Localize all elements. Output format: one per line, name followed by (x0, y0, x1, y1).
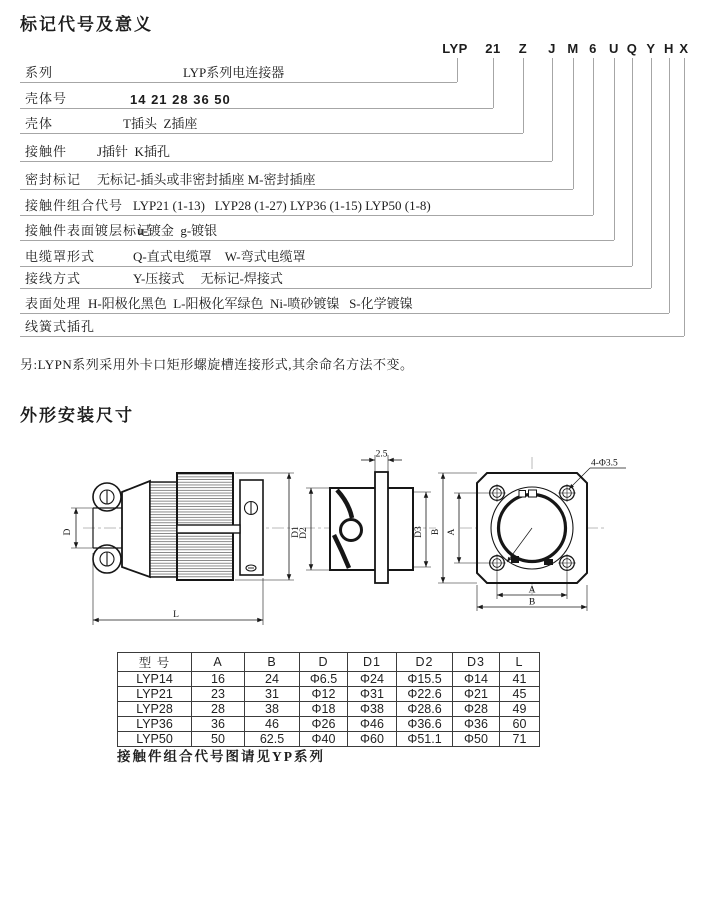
row-label: 接触件 (25, 144, 68, 159)
connector-line (684, 58, 685, 336)
cell: Φ22.6 (397, 687, 453, 702)
cell: Φ28 (453, 702, 500, 717)
cell: 38 (245, 702, 300, 717)
row-desc: u-镀金 g-镀银 (137, 223, 218, 238)
code-part-socket: X (679, 41, 689, 56)
connector-line (523, 58, 524, 133)
dim-label-b-bottom: B (528, 597, 536, 608)
note-contact-layout: 接触件组合代号图请见YP系列 (117, 749, 325, 764)
cell: Φ28.6 (397, 702, 453, 717)
cell: Φ36 (453, 717, 500, 732)
row-desc: H-阳极化黑色 L-阳极化军绿色 Ni-喷砂镀镍 S-化学镀镍 (88, 296, 413, 311)
col-header-d: D (300, 653, 348, 672)
code-part-contact: J (548, 41, 556, 56)
table-row (118, 687, 540, 702)
cell-model: LYP21 (118, 687, 192, 702)
cell-model: LYP28 (118, 702, 192, 717)
dim-label-l: L (173, 610, 179, 620)
col-header-d2: D2 (397, 653, 453, 672)
ladder-row-series (20, 65, 457, 83)
code-part-plating: U (609, 41, 619, 56)
table-row (118, 672, 540, 687)
code-part-shell: Z (518, 41, 528, 56)
ladder-row-socket (20, 319, 684, 337)
row-label: 线簧式插孔 (25, 319, 96, 334)
cell: 46 (245, 717, 300, 732)
row-label: 密封标记 (25, 172, 82, 187)
cell: 24 (245, 672, 300, 687)
cell: 71 (500, 732, 540, 747)
code-part-finish: H (664, 41, 674, 56)
cell: Φ46 (348, 717, 397, 732)
connector-line (651, 58, 652, 288)
connector-line (552, 58, 553, 161)
row-label: 电缆罩形式 (25, 249, 96, 264)
ladder-row-shellno (20, 91, 493, 109)
connector-line (457, 58, 458, 82)
section-title-marking: 标记代号及意义 (20, 15, 153, 34)
cell: 45 (500, 687, 540, 702)
dim-label-d1: D1 (291, 526, 301, 538)
col-header-b: B (245, 653, 300, 672)
code-part-shellno: 21 (485, 41, 501, 56)
cell: Φ40 (300, 732, 348, 747)
cell-model: LYP14 (118, 672, 192, 687)
cell: 62.5 (245, 732, 300, 747)
row-label: 壳体 (25, 116, 54, 131)
code-part-seal: M (567, 41, 579, 56)
note-lypn: 另:LYPN系列采用外卡口矩形螺旋槽连接形式,其余命名方法不变。 (20, 357, 414, 372)
cell: Φ6.5 (300, 672, 348, 687)
row-desc: J插针 K插孔 (97, 144, 170, 159)
connector-line (573, 58, 574, 189)
cell: Φ31 (348, 687, 397, 702)
code-part-series: LYP (442, 41, 468, 56)
cell: Φ38 (348, 702, 397, 717)
cell: 41 (500, 672, 540, 687)
cell: 31 (245, 687, 300, 702)
section-title-outline: 外形安装尺寸 (20, 406, 134, 425)
row-desc: Q-直式电缆罩 W-弯式电缆罩 (133, 249, 306, 264)
row-desc: T插头 Z插座 (123, 116, 198, 131)
col-header-d3: D3 (453, 653, 500, 672)
cell: 60 (500, 717, 540, 732)
view-receptacle-side (299, 450, 436, 584)
dim-label-d: D (63, 528, 73, 536)
cell: Φ50 (453, 732, 500, 747)
ladder-row-layout (20, 198, 593, 216)
cell: Φ12 (300, 687, 348, 702)
outline-drawing (0, 435, 708, 653)
ladder-row-termination (20, 271, 651, 289)
cell: 49 (500, 702, 540, 717)
ladder-row-shell (20, 116, 523, 134)
dimensions-table (117, 652, 540, 747)
cell: 16 (192, 672, 245, 687)
cell-model: LYP36 (118, 717, 192, 732)
row-label: 表面处理 (25, 296, 82, 311)
table-header-row (118, 653, 540, 672)
row-label: 接触件表面镀层标记 (25, 223, 152, 238)
table-row (118, 702, 540, 717)
ladder-row-cover (20, 249, 632, 267)
ladder-row-seal (20, 172, 573, 190)
code-part-layout: 6 (589, 41, 597, 56)
row-label: 壳体号 (25, 91, 68, 106)
row-desc: LYP系列电连接器 (183, 65, 285, 80)
cell: Φ18 (300, 702, 348, 717)
cell: Φ24 (348, 672, 397, 687)
connector-line (669, 58, 670, 313)
col-header-model: 型 号 (118, 653, 192, 672)
cell: Φ21 (453, 687, 500, 702)
col-header-d1: D1 (348, 653, 397, 672)
row-label: 接触件组合代号 (25, 198, 124, 213)
connector-line (614, 58, 615, 240)
dim-label-d3: D3 (414, 526, 424, 538)
table-row (118, 717, 540, 732)
row-desc: 14 21 28 36 50 (130, 92, 231, 107)
connector-line (632, 58, 633, 266)
cell: Φ26 (300, 717, 348, 732)
cell: Φ60 (348, 732, 397, 747)
dim-label-holes: 4-Φ3.5 (591, 458, 618, 469)
ladder-row-plating (20, 223, 614, 241)
row-label: 系列 (25, 65, 54, 80)
view-plug-side (63, 473, 301, 625)
connector-line (593, 58, 594, 215)
dim-label-gap: 2.5 (375, 449, 388, 460)
row-desc: 无标记-插头或非密封插座 M-密封插座 (97, 172, 316, 187)
cell: Φ51.1 (397, 732, 453, 747)
cell: 28 (192, 702, 245, 717)
view-flange-front (431, 457, 626, 611)
cell: Φ14 (453, 672, 500, 687)
row-label: 接线方式 (25, 271, 82, 286)
col-header-a: A (192, 653, 245, 672)
cell: Φ15.5 (397, 672, 453, 687)
connector-line (493, 58, 494, 108)
dim-label-a-side: A (447, 528, 457, 536)
cell: 23 (192, 687, 245, 702)
code-part-termination: Y (646, 41, 656, 56)
dim-label-d2: D2 (299, 527, 309, 539)
dim-label-a-bottom: A (528, 585, 536, 596)
dim-label-b-side: B (431, 528, 441, 536)
ladder-row-contact (20, 144, 552, 162)
cell: 36 (192, 717, 245, 732)
row-desc: LYP21 (1-13) LYP28 (1-27) LYP36 (1-15) LYP50 (1-8) (133, 198, 431, 213)
cell: 50 (192, 732, 245, 747)
ladder-row-finish (20, 296, 669, 314)
cell-model: LYP50 (118, 732, 192, 747)
col-header-l: L (500, 653, 540, 672)
cell: Φ36.6 (397, 717, 453, 732)
row-desc: Y-压接式 无标记-焊接式 (133, 271, 283, 286)
code-part-cover: Q (626, 41, 638, 56)
